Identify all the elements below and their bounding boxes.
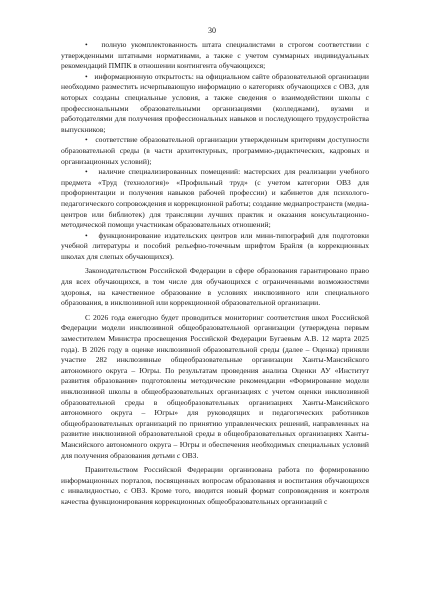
page-number: 30: [208, 26, 216, 35]
document-body: [61, 40, 369, 508]
body-paragraph: Правительством Российской Федерации организована работа по формированию информационных порталов, посвященных вопросам образования и воспитания обучающихся с инвалидностью, с ОВЗ. Кроме того, вводится новый формат сопровождения и контроля качества функционирования коррекционных общеобразовательных организаций с: [61, 465, 369, 506]
bullet-item: • полную укомплектованность штата специалистами в строгом соответствии с утвержденными штатными нормативами, а также с учетом суммарных индивидуальных рекомендаций ПМПК в отношении контингента обучающихся;: [61, 40, 369, 72]
bullet-item: • наличие специализированных помещений: мастерских для реализации учебного предмета «Труд (технология)» «Профильный труд» (с учетом категории ОВЗ для профориентации и получения навыков рабочей профессии) и кабинетов для психолого-педагогического сопровождения и коррекционной работы; создание медиапространств (медиа-центров или библиотек) для трансляции лучших практик и оказания консультационно-методической помощи участникам образовательных отношений;: [61, 167, 369, 231]
bullet-item: • соответствие образовательной организации утвержденным критериям доступности образовательной среды (в части архитектурных, программно-дидактических, кадровых и организационных условий);: [61, 135, 369, 167]
body-paragraph: С 2026 года ежегодно будет проводиться мониторинг соответствия школ Российской Федерации модели инклюзивной общеобразовательной организации (утверждена первым заместителем Министра просвещения Российской Федерации Бугаевым А.В. 12 марта 2025 года). В 2026 году в оценке инклюзивной образовательной среды (далее – Оценка) приняли участие 282 инклюзивные общеобразовательные организации Ханты-Мансийского автономного округа – Югры. По результатам проведения анализа Оценки АУ «Институт развития образования» подготовлены методические рекомендации «Формирование модели инклюзивной школы в общеобразовательных организациях с учетом оценки инклюзивной образовательной среды в общеобразовательных организациях Ханты-Мансийского автономного округа – Югры» для руководящих и педагогических работников общеобразовательных организаций по принятию управленческих решений, направленных на развитие инклюзивной образовательной среды в общеобразовательных организациях Ханты-Мансийского автономного округа – Югры и обеспечения необходимых специальных условий для получения образования детьми с ОВЗ.: [61, 312, 369, 460]
body-paragraph: Законодательством Российской Федерации в сфере образования гарантировано право для всех обучающихся, в том числе для обучающихся с ограниченными возможностями здоровья, на качественное образование в условиях инклюзивного или специального образования, в инклюзивной или коррекционной образовательной организации.: [61, 266, 369, 308]
bullet-item: • информационную открытость: на официальном сайте образовательной организации необходимо разместить исчерпывающую информацию о категориях обучающихся с ОВЗ, для которых созданы специальные условия, а также сведения о взаимодействии школы с профессиональными образовательными организациями (колледжами), вузами и работодателями для получения профессиональных навыков и последующего трудоустройства выпускников;: [61, 72, 369, 136]
bullet-item: • функционирование издательских центров или мини-типографий для подготовки учебной литературы и пособий рельефно-точечным шрифтом Брайля (в коррекционных школах для слепых обучающихся).: [61, 231, 369, 263]
